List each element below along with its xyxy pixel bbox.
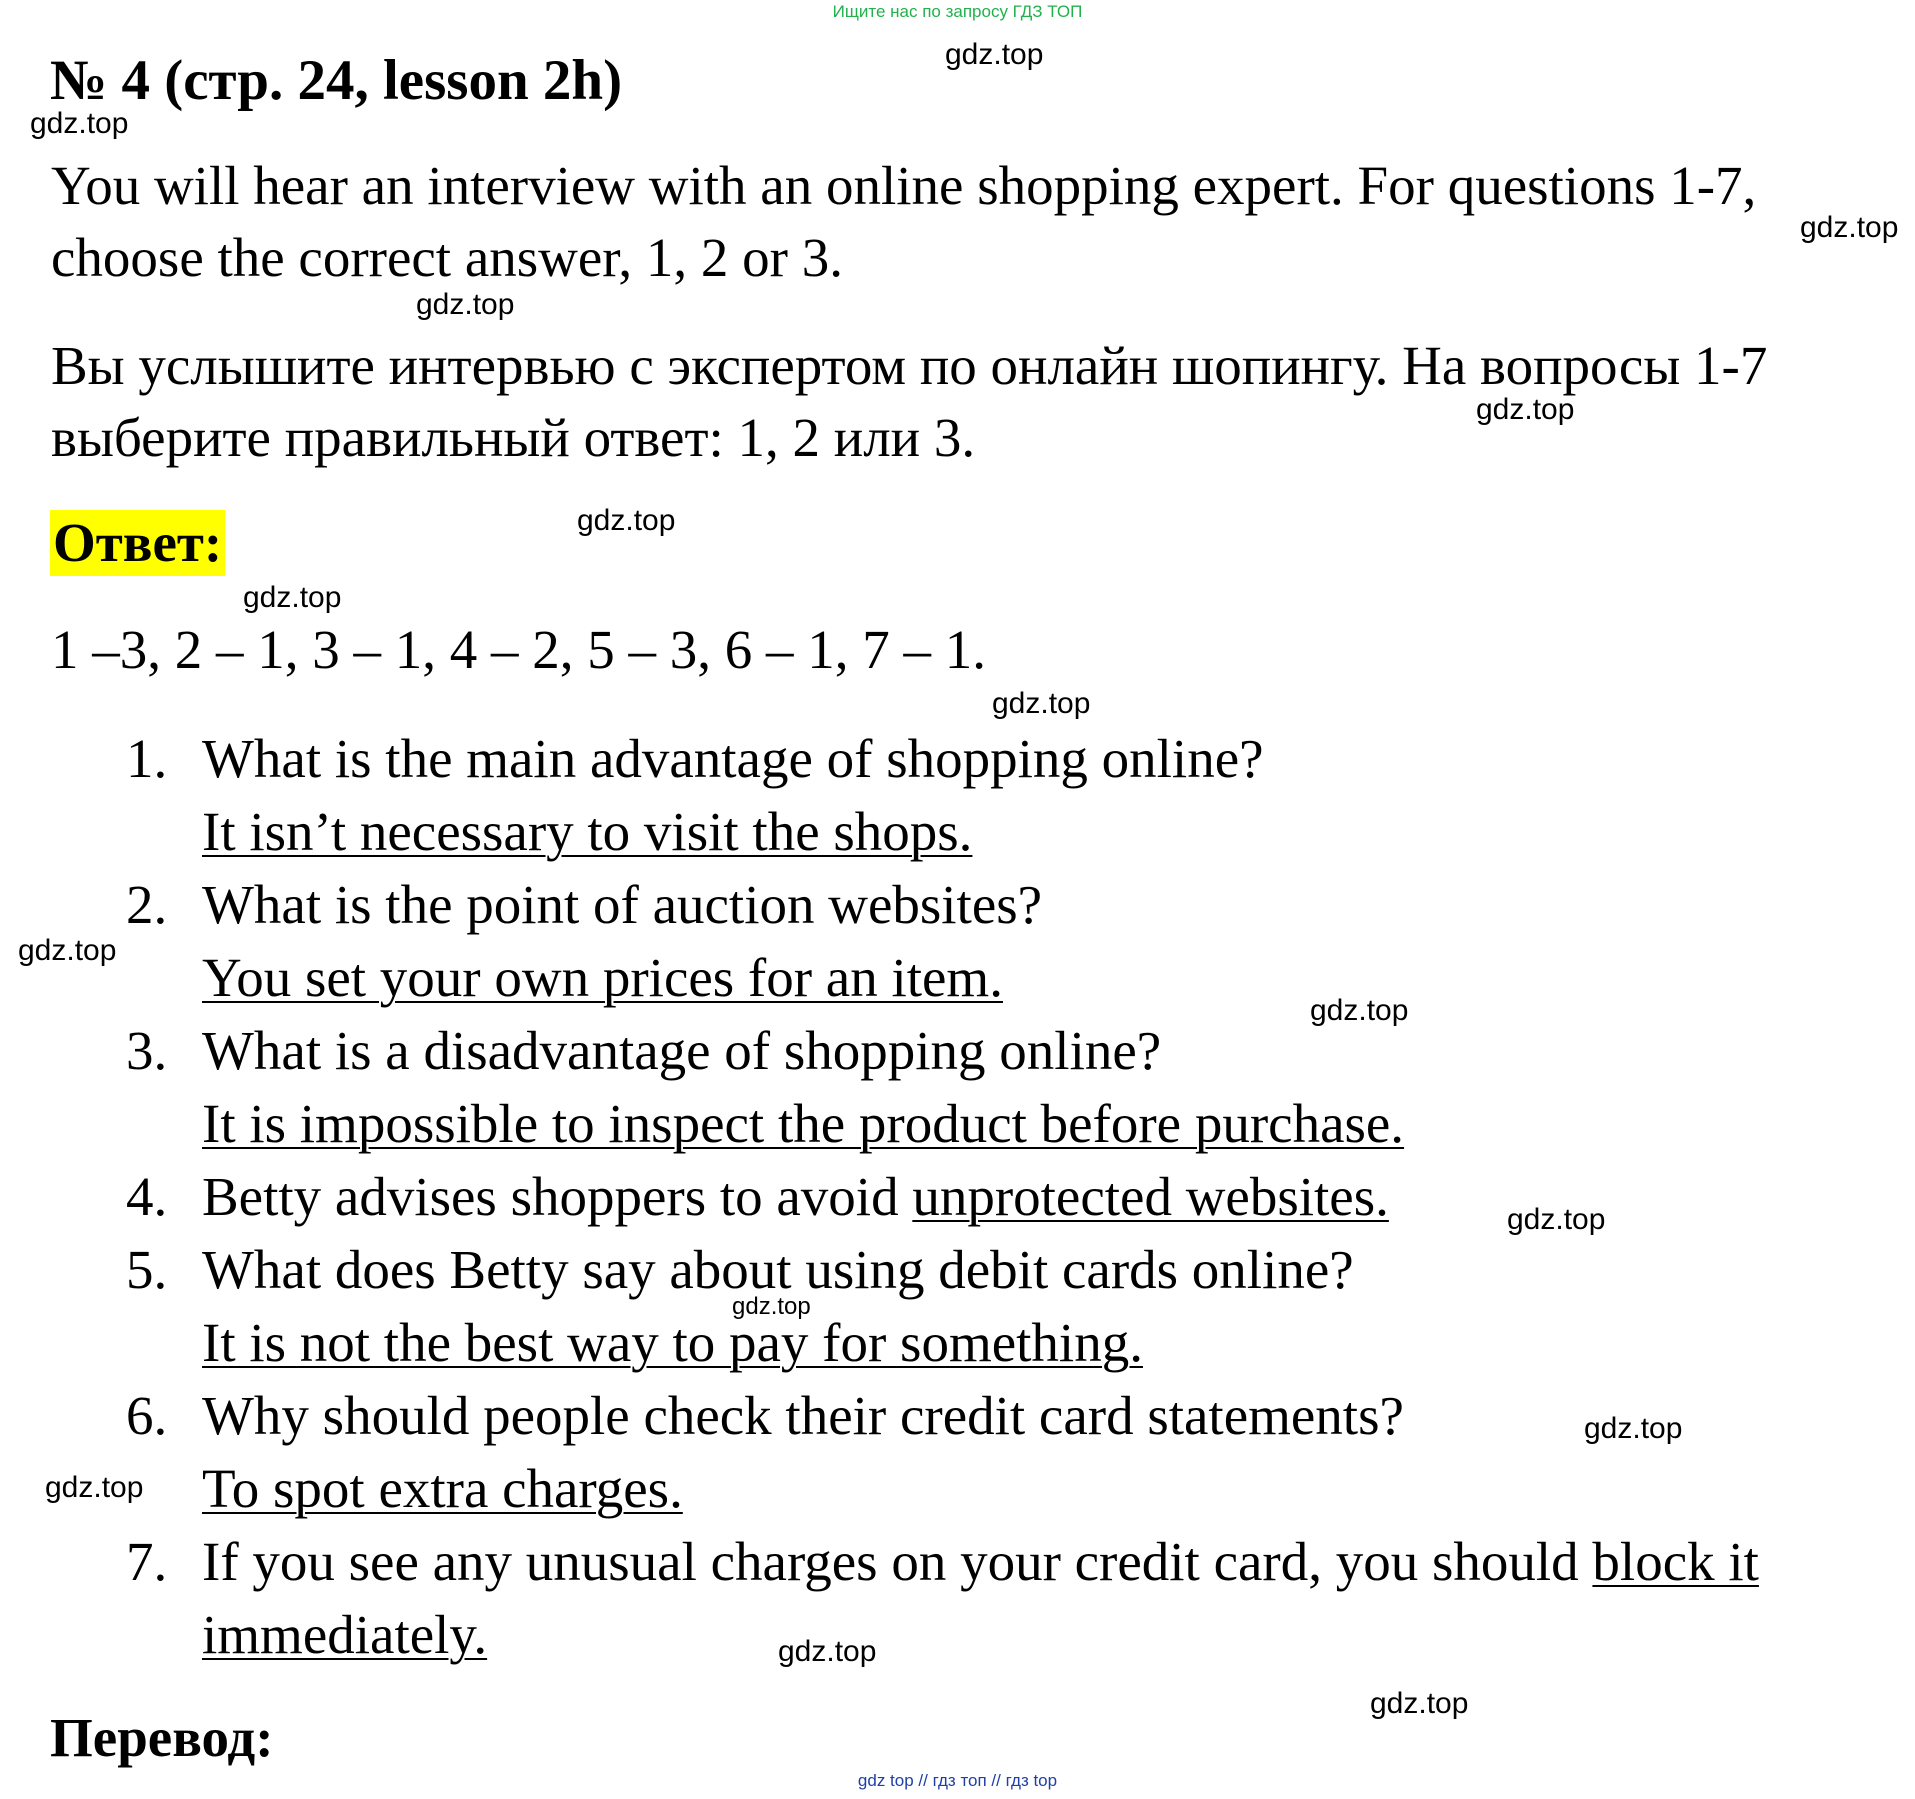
question-number: 1. <box>126 728 168 789</box>
question-number: 2. <box>126 874 168 935</box>
answer-text: block it immediately. <box>202 1531 1759 1665</box>
question-number: 6. <box>126 1385 168 1446</box>
task-instruction-ru: Вы услышите интервью с экспертом по онлайн шопингу. На вопросы 1-7 выберите правильный ответ: 1, 2 или 3. <box>51 335 1768 468</box>
answer-text: unprotected websites. <box>912 1166 1389 1227</box>
watermark: gdz.top <box>1507 1203 1606 1236</box>
question-item <box>0 868 1842 1014</box>
watermark: gdz.top <box>1800 211 1899 244</box>
watermark: gdz.top <box>945 38 1044 71</box>
watermark: gdz.top <box>992 687 1091 720</box>
watermark: gdz.top <box>1310 994 1409 1027</box>
watermark: gdz.top <box>1584 1412 1683 1445</box>
answer-label: Ответ: <box>50 510 225 576</box>
watermark: gdz.top <box>1476 393 1575 426</box>
footer-watermark: gdz top // гдз топ // гдз top <box>857 1771 1058 1790</box>
question-text: What does Betty say about using debit cards online? <box>202 1239 1354 1300</box>
question-text: What is the point of auction websites? <box>202 874 1043 935</box>
answer-key: 1 –3, 2 – 1, 3 – 1, 4 – 2, 5 – 3, 6 – 1, 7 – 1. <box>51 619 986 680</box>
question-item <box>0 1379 1842 1525</box>
watermark: gdz.top <box>30 107 129 140</box>
translation-heading: Перевод: <box>50 1707 274 1768</box>
question-number: 4. <box>126 1166 168 1227</box>
watermark: gdz.top <box>778 1635 877 1668</box>
question-item <box>0 1014 1842 1160</box>
watermark: gdz.top <box>416 288 515 321</box>
question-item <box>0 722 1842 868</box>
question-text: If you see any unusual charges on your credit card, you should <box>202 1531 1579 1592</box>
search-hint-banner: Ищите нас по запросу ГДЗ ТОП <box>832 2 1083 21</box>
watermark: gdz.top <box>577 504 676 537</box>
question-text: Why should people check their credit card statements? <box>202 1385 1404 1446</box>
answer-text: You set your own prices for an item. <box>202 947 1003 1008</box>
question-text: What is the main advantage of shopping online? <box>202 728 1264 789</box>
answer-text: It is not the best way to pay for something. <box>202 1312 1143 1373</box>
question-item <box>0 1233 1842 1379</box>
question-number: 5. <box>126 1239 168 1300</box>
page-title: № 4 (стр. 24, lesson 2h) <box>50 49 623 112</box>
answer-text: It is impossible to inspect the product before purchase. <box>202 1093 1405 1154</box>
watermark: gdz.top <box>243 581 342 614</box>
watermark: gdz.top <box>18 934 117 967</box>
task-instruction-en: You will hear an interview with an online shopping expert. For questions 1-7, choose the correct answer, 1, 2 or 3. <box>51 155 1757 288</box>
question-text: Betty advises shoppers to avoid <box>202 1166 899 1227</box>
watermark: gdz.top <box>1370 1687 1469 1720</box>
question-item <box>0 1525 1842 1671</box>
answer-text: To spot extra charges. <box>202 1458 683 1519</box>
watermark: gdz.top <box>45 1471 144 1504</box>
question-list <box>0 722 1915 1671</box>
question-number: 3. <box>126 1020 168 1081</box>
question-number: 7. <box>126 1531 168 1592</box>
question-text: What is a disadvantage of shopping online? <box>202 1020 1162 1081</box>
answer-text: It isn’t necessary to visit the shops. <box>202 801 973 862</box>
watermark: gdz.top <box>732 1293 811 1320</box>
